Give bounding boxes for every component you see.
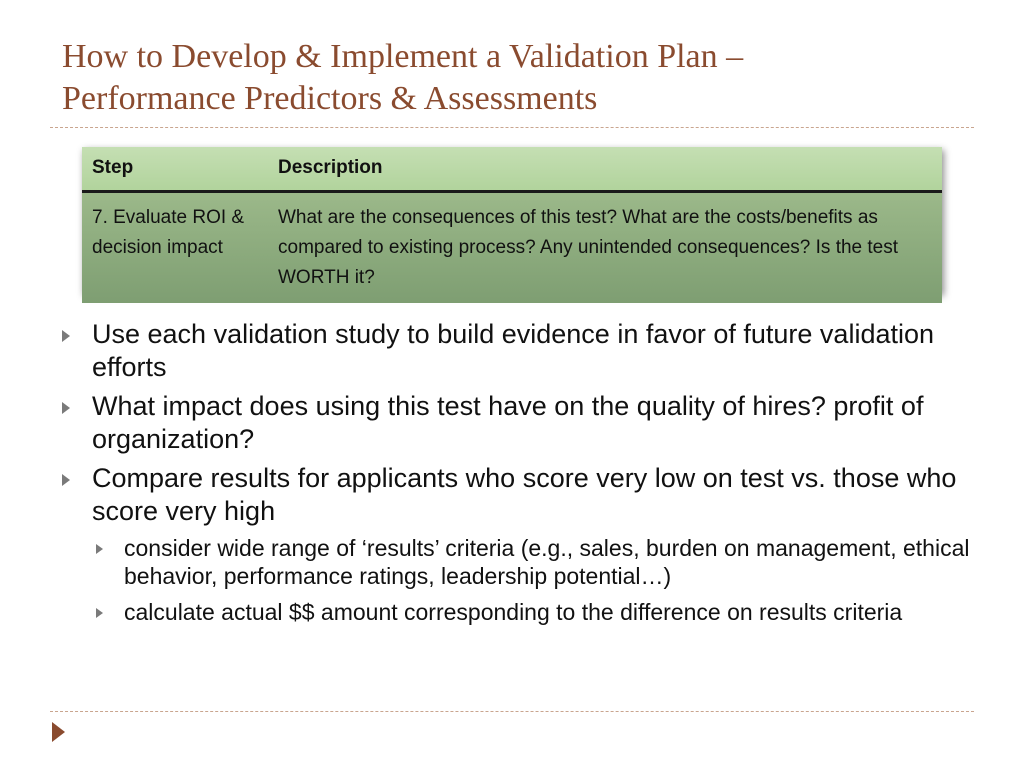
- slide-title-line-2: Performance Predictors & Assessments: [62, 80, 598, 117]
- sub-bullet-text: calculate actual $$ amount corresponding to the difference on results criteria: [124, 599, 903, 625]
- bullet-text: What impact does using this test have on the quality of hires? profit of organization?: [92, 391, 924, 454]
- triangle-right-icon: [96, 544, 103, 554]
- bullet-item: [58, 390, 978, 456]
- slide-title: [62, 36, 982, 120]
- cell-step: 7. Evaluate ROI & decision impact: [92, 206, 245, 258]
- sub-bullet-list: [92, 534, 978, 626]
- triangle-right-icon: [62, 330, 70, 342]
- bullet-item: [58, 318, 978, 384]
- cell-description: What are the consequences of this test? What are the costs/benefits as compared to existing process? Any unintended consequences? Is the test WORTH it?: [278, 206, 899, 288]
- bullet-text: Compare results for applicants who score very low on test vs. those who score very high: [92, 463, 957, 526]
- sub-bullet-item: [92, 534, 978, 590]
- table-header-row: [82, 147, 942, 191]
- slide-title-line-1: How to Develop & Implement a Validation Plan –: [62, 38, 744, 75]
- table-row: [82, 191, 942, 303]
- triangle-right-icon: [96, 608, 103, 618]
- bullet-list: [58, 318, 978, 634]
- triangle-right-icon: [62, 474, 70, 486]
- steps-table: [82, 147, 942, 293]
- header-description: Description: [268, 147, 942, 191]
- sub-bullet-item: [92, 598, 978, 626]
- corner-arrow-icon: [52, 722, 65, 742]
- header-step: Step: [82, 147, 268, 191]
- triangle-right-icon: [62, 402, 70, 414]
- title-divider: [50, 127, 974, 128]
- bullet-text: Use each validation study to build evidence in favor of future validation efforts: [92, 319, 935, 382]
- sub-bullet-text: consider wide range of ‘results’ criteria (e.g., sales, burden on management, ethical behavior, performance ratings, leadership potential…): [124, 535, 970, 589]
- bullet-item: [58, 462, 978, 626]
- footer-divider: [50, 711, 974, 712]
